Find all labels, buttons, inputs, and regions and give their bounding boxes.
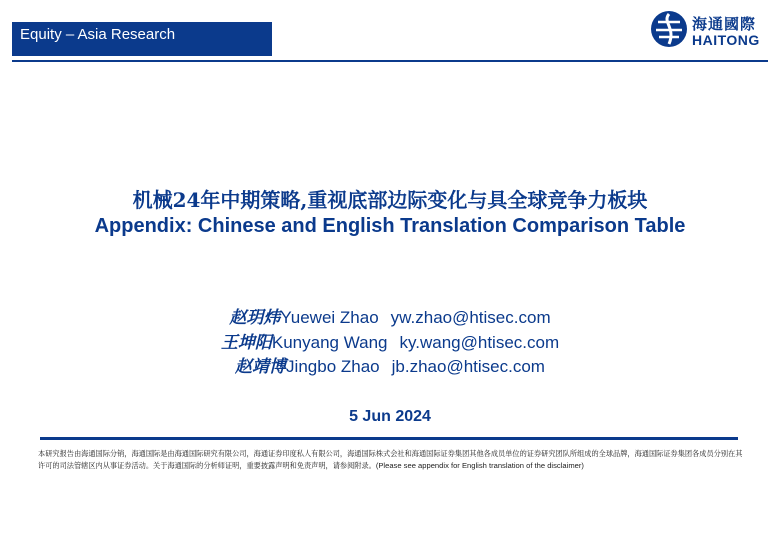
haitong-logo-icon [650, 10, 688, 48]
author-row [0, 328, 780, 353]
author-email[interactable]: yw.zhao@htisec.com [390, 308, 551, 327]
logo-chinese-name: 海通國際 [692, 15, 757, 33]
report-title-english: Appendix: Chinese and English Translation Comparison Table [94, 215, 686, 237]
report-title-chinese: 机械24年中期策略,重视底部边际变化与具全球竞争力板块 [132, 188, 648, 212]
header-divider [12, 60, 768, 62]
author-email[interactable]: ky.wang@htisec.com [399, 333, 560, 352]
footer-divider [40, 437, 738, 440]
author-row [0, 303, 780, 328]
disclaimer-chinese: 本研究报告由海通国际分销，海通国际是由海通国际研究有限公司，海通证券印度私人有限公司，海通国际株式会社和海通国际证券集团其他各成员单位的证券研究团队所组成的全球品牌，海通国际证券集团各成员分别在其许可的司法管辖区内从事证券活动。关于海通国际的分析师证明，重要披露声明和免责声明，请参阅附录。 [38, 449, 743, 470]
logo-english-name: HAITONG [692, 32, 760, 48]
report-date: 5 Jun 2024 [349, 408, 431, 425]
disclaimer [38, 448, 746, 472]
author-name-chinese: 赵玥炜 [229, 308, 281, 328]
author-name-english: Yuewei Zhao [280, 308, 379, 327]
author-name-chinese: 赵靖博 [235, 357, 287, 377]
header-label: Equity – Asia Research [20, 26, 176, 43]
author-email[interactable]: jb.zhao@htisec.com [391, 357, 545, 376]
author-row [0, 352, 780, 377]
author-name-english: Kunyang Wang [271, 333, 388, 352]
author-name-chinese: 王坤阳 [220, 333, 272, 353]
author-name-english: Jingbo Zhao [286, 357, 380, 376]
haitong-logo [650, 10, 770, 50]
disclaimer-english-note: (Please see appendix for English translation of the disclaimer) [375, 461, 584, 470]
